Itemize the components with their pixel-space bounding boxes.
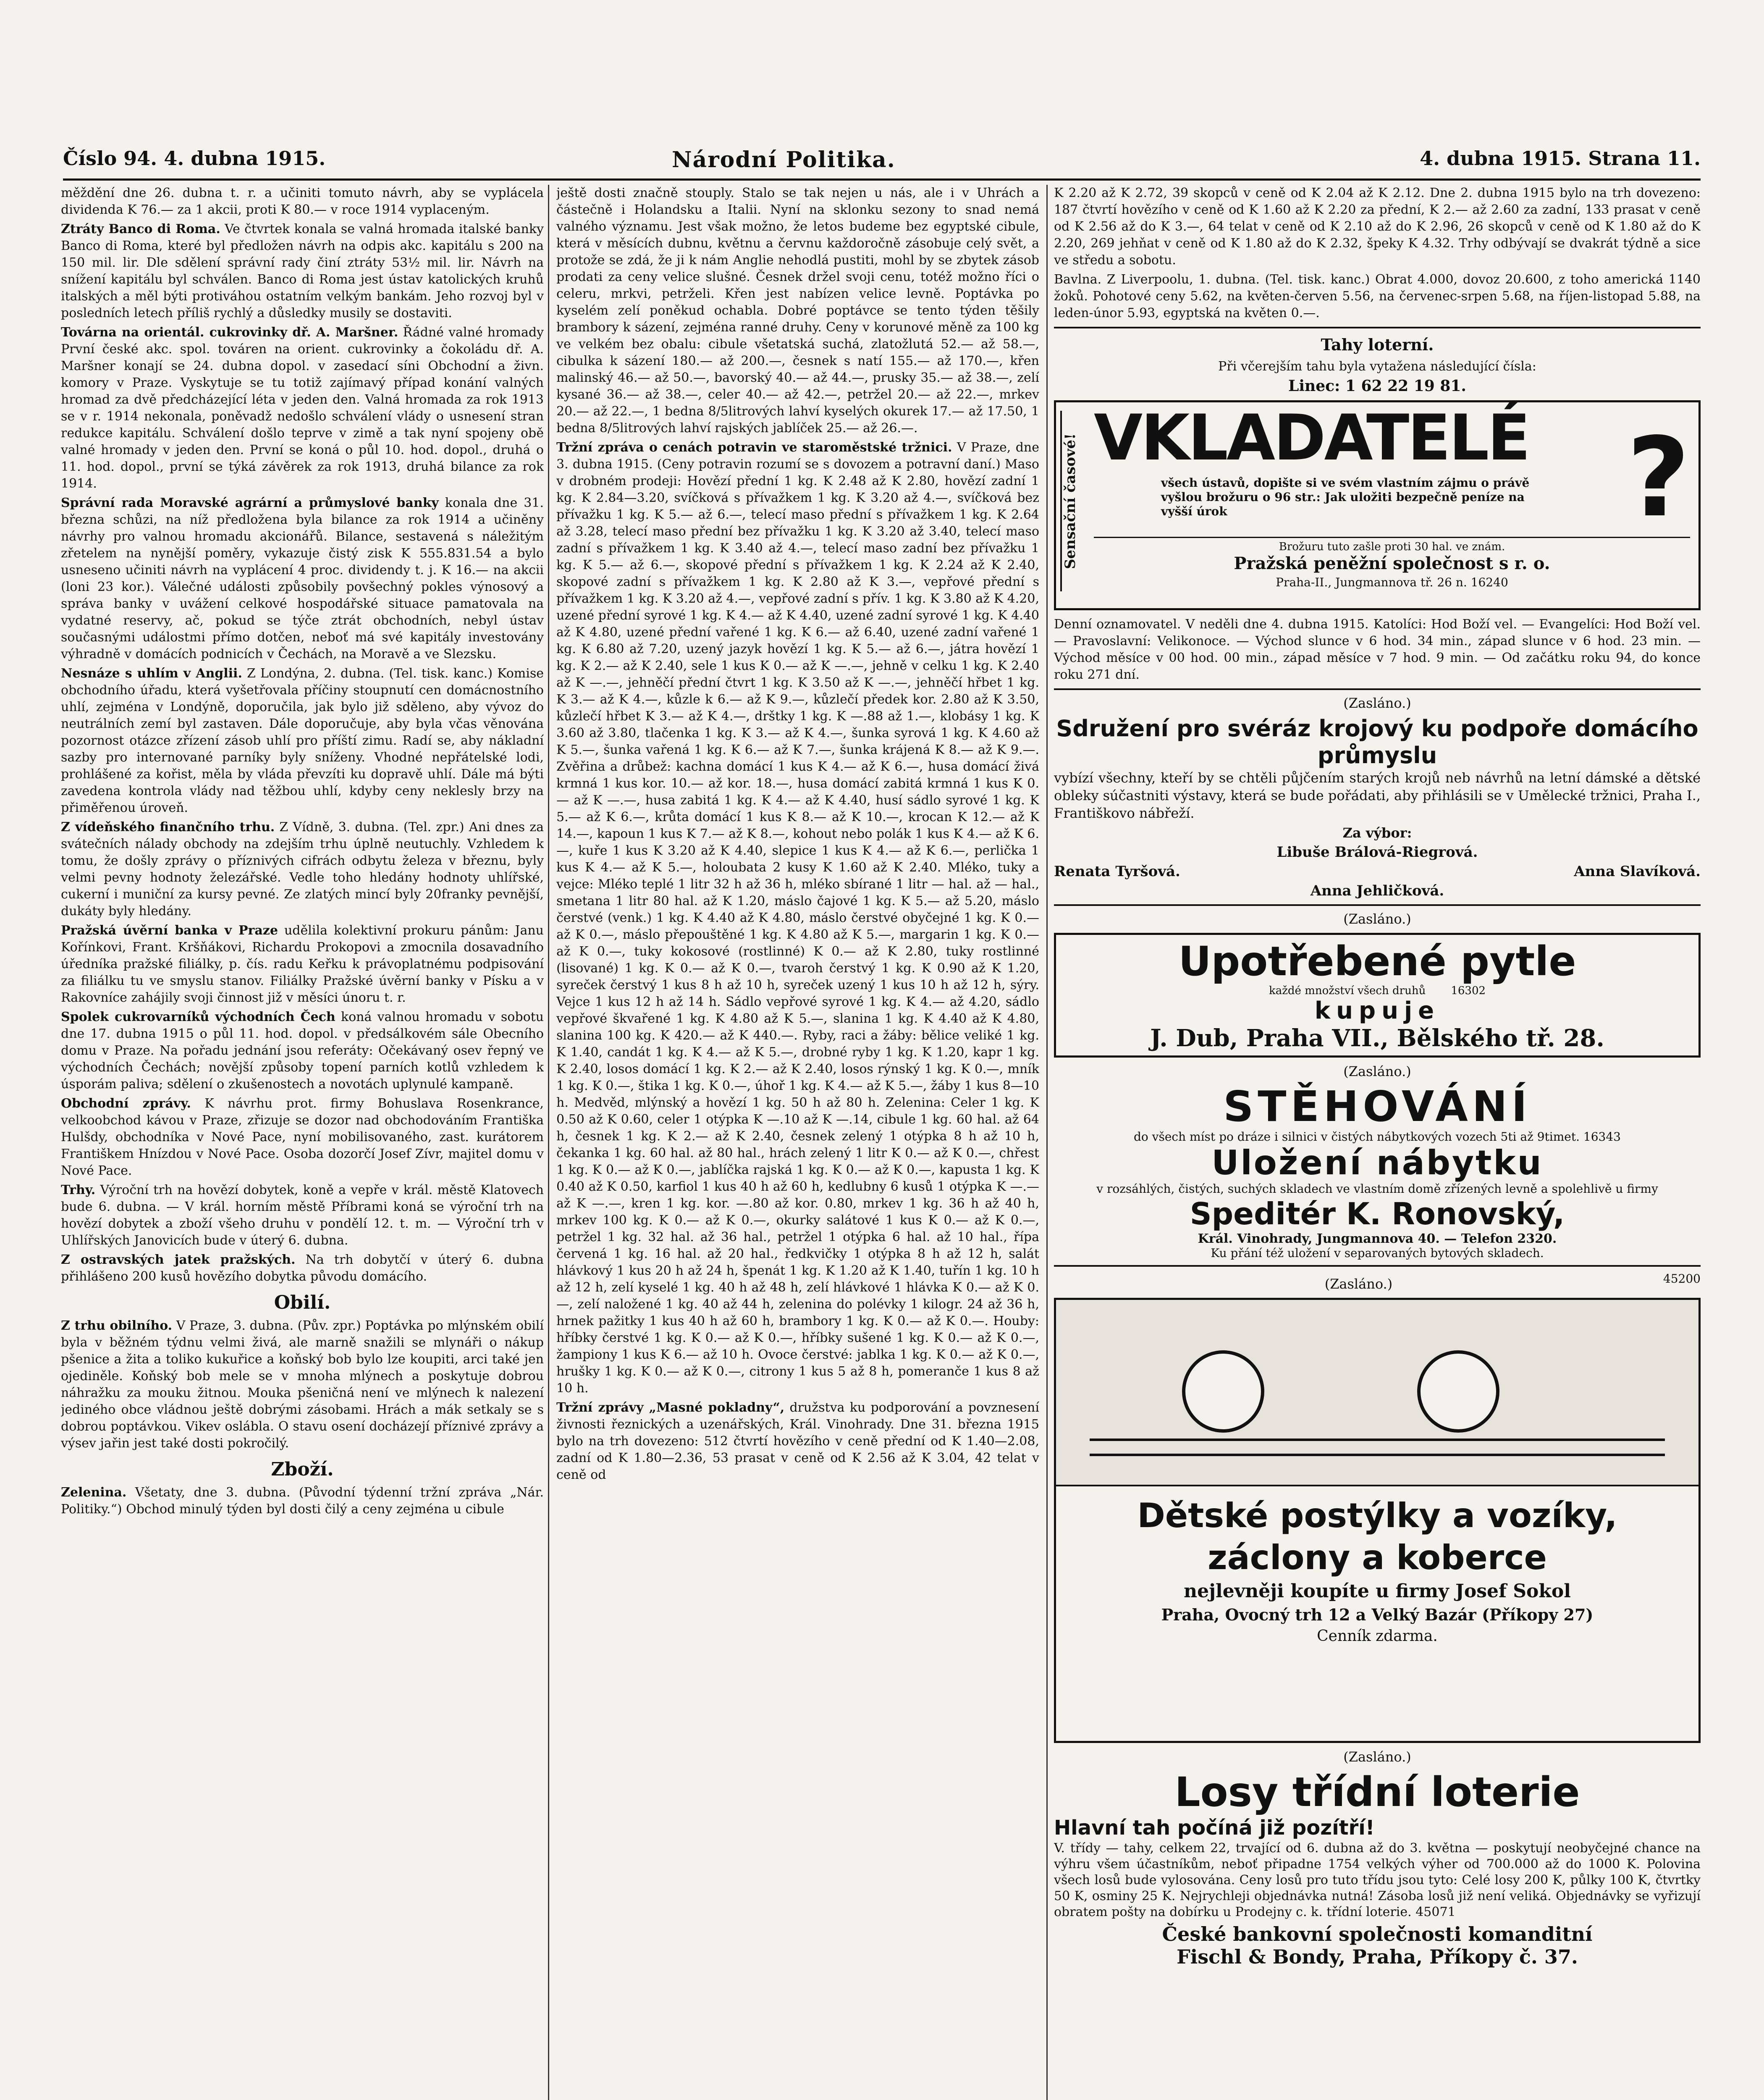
article-paragraph	[61, 819, 544, 920]
page-header	[63, 147, 1701, 176]
article-paragraph	[61, 1484, 544, 1518]
ad-stehovani-text	[1054, 1130, 1701, 1144]
article-paragraph	[61, 1252, 544, 1285]
zaslano-label: (Zasláno.)	[1343, 1063, 1411, 1079]
ad-sokol-line1: Dětské postýlky a vozíky,	[1137, 1496, 1617, 1535]
ad-losy-title: Losy třídní loterie	[1174, 1769, 1580, 1816]
column-1-goods-articles	[61, 1484, 544, 1518]
ad-losy-firm-address: Fischl & Bondy, Praha, Příkopy č. 37.	[1177, 1945, 1578, 1968]
article-heading: Spolek cukrovarníků východních Čech	[61, 1010, 336, 1024]
article-paragraph	[61, 324, 544, 492]
ad-pytle-firm: J. Dub, Praha VII., Bělského tř. 28.	[1150, 1024, 1604, 1052]
ad-vkladatele-address: Praha-II., Jungmannova tř. 26 n. 16240	[1276, 575, 1508, 589]
kroj-committee: Za výbor:	[1342, 825, 1412, 841]
ad-pytle-sub: každé množství všech druhů	[1269, 984, 1426, 997]
kroj-signatory: Libuše Brálová-Riegrová.	[1276, 844, 1478, 861]
zaslano-label: (Zasláno.)	[1324, 1276, 1393, 1292]
zaslano-label: (Zasláno.)	[1343, 911, 1411, 927]
article-heading: Pražská úvěrní banka v Praze	[61, 923, 278, 938]
divider	[1054, 688, 1701, 690]
ad-sokol-line5: Cenník zdarma.	[1317, 1628, 1438, 1645]
ad-ulozeni-text: v rozsáhlých, čistých, suchých skladech ve vlastním domě zřízených levně a spolehlivě u firmy	[1096, 1182, 1658, 1196]
divider	[1054, 904, 1701, 906]
ad-sokol	[1054, 1298, 1701, 1743]
kroj-signatory: Anna Slavíková.	[1574, 863, 1701, 880]
ad-sokol-num: 45200	[1663, 1272, 1701, 1286]
ad-vkladatele-text: všech ústavů, dopište si ve svém vlastním zájmu o právě vyšlou brožuru o 96 str.: Jak uložiti bezpečně peníze na vyšší úrok	[1161, 476, 1530, 518]
article-paragraph	[61, 1009, 544, 1093]
kroj-signatories-row	[1054, 863, 1701, 880]
zaslano-label: (Zasláno.)	[1343, 695, 1411, 711]
column-1-articles	[61, 185, 544, 1285]
article-paragraph	[61, 221, 544, 322]
ad-sokol-line3: nejlevněji koupíte u firmy Josef Sokol	[1184, 1580, 1571, 1602]
article-heading: Ztráty Banco di Roma.	[61, 222, 220, 236]
ad-losy-num: 45071	[1415, 1905, 1456, 1919]
article-text: V Praze, dne 3. dubna 1915. (Ceny potravin rozumí se s dovozem a potravní daní.) Maso v drobném prodeji: Hovězí přední 1 kg. K 2.48 až K 2.80, hovězí zadní 1 kg. K 2.84—3.20, svíčková s přívažkem 1 kg. K 3.20 až 4.—, svíčková bez přívažku 1 kg. K 5.— až 6.—, telecí maso přední s přívažkem 1 kg. K 2.64 až 3.28, telecí maso přední bez přívažku 1 kg. K 3.20 až 3.40, telecí maso zadní s přívažkem 1 kg. K 3.40 až 4.—, telecí maso zadní bez přívažku 1 kg. K 5.— až 6.—, skopové přední s přívažkem 1 kg. K 2.24 až K 2.40, skopové zadní s přívažkem 1 kg. K 2.80 až K 3.—, vepřové přední s přívažkem 1 kg. K 3.20 až 4.—, vepřové zadní s přív. 1 kg. K 3.80 až K 4.20, uzené přední syrové 1 kg. K 4.— až K 4.40, uzené zadní syrové 1 kg. K 4.40 až K 4.80, uzené přední vařené 1 kg. K 6.— až 6.40, uzené zadní vařené 1 kg. K 6.80 až 7.20, uzený jazyk hovězí 1 kg. K 5.— až 6.—, játra hovězí 1 kg. K 2.— až K 2.40, sele 1 kus K 0.— až K —.—, jehně v celku 1 kg. K 2.40 až K —.—, jehněčí přední čtvrt 1 kg. K 3.50 až K —.—, jehněčí hřbet 1 kg. K 3.— až K 4.—, kůzle k 6.— až K 9.—, kůzlečí předek kor. 2.80 až K 3.50, kůzlečí hřbet K 3.— až K 4.—, drštky 1 kg. K —.88 až 1.—, klobásy 1 kg. K 3.60 až 3.80, tlačenka 1 kg. K 3.— až K 4.—, šunka syrová 1 kg. K 4.60 až K 5.—, šunka vařená 1 kg. K 6.— až K 7.—, šunka krájená K 8.— až K 9.—. Zvěřina a drůbež: kachna domácí 1 kus K 4.— až K 6.—, husa domácí živá krmná 1 kus kor. 10.— až kor. 18.—, husa domácí zabitá krmná 1 kus K 0.— až K —.—, husa zabitá 1 kg. K 4.— až K 4.40, husí sádlo syrové 1 kg. K 5.— až K 6.—, krůta domácí 1 kus K 8.— až K 10.—, krocan K 12.— až K 14.—, kapoun 1 kus K 7.— až K 8.—, kohout nebo polák 1 kus K 4.— až K 6.—, kuře 1 kus K 3.20 až K 4.40, slepice 1 kus K 4.— až K 6.—, perlička 1 kus K 4.— až K 5.—, holoubata 2 kusy K 1.60 až K 2.40. Mléko, tuky a vejce: Mléko teplé 1 litr 32 h až 36 h, mléko sbírané 1 litr — hal. až — hal., smetana 1 litr 80 hal. až K 1.20, máslo čajové 1 kg. K 5.— až 5.20, máslo čerstvé (venk.) 1 kg. K 4.40 až K 4.80, máslo čerstvé obyčejné 1 kg. K 0.— až K 0.—, máslo přepouštěné 1 kg. K 4.80 až K 5.—, margarin 1 kg. K 0.— až K 0.—, tuky kokosové (rostlinné) K 0.— až K 2.80, tuky rostlinné (lisované) 1 kg. K 0.— až K 0.—, tvaroh čerstvý 1 kg. K 0.90 až K 1.20, syreček čerstvý 1 kus 8 h až 10 h, syreček uzený 1 kus 10 h až 12 h, sýry. Vejce 1 kus 12 h až 14 h. Sádlo vepřové syrové 1 kg. K 4.— až 4.20, sádlo vepřové škvařené 1 kg. K 4.80 až K 5.—, slanina 1 kg. K 4.40 až K 4.80, slanina 100 kg. K 420.— až K 440.—. Ryby, raci a žáby: bělice veliké 1 kg. K 1.40, candát 1 kg. K 4.— až K 5.—, drobné ryby 1 kg. K 1.20, kapr 1 kg. K 2.40, losos domácí 1 kg. K 2.— až K 2.40, losos rýnský 1 kg. K 0.—, mník 1 kg. K 0.—, štika 1 kg. K 0.—, úhoř 1 kg. K 4.— až K 5.—, žáby 1 kus 8—10 h. Medvěd, mlýnský a hovězí 1 kg. 50 h až 80 h. Zelenina: Celer 1 kg. K 0.50 až K 0.60, celer 1 otýpka K —.10 až K —.14, cibule 1 kg. 60 hal. až 64 h, česnek 1 kg. K 2.— až K 2.40, česnek zelený 1 otýpka 8 h až 10 h, čekanka 1 kg. 60 hal. až 80 hal., hrách zelený 1 litr K 0.— až K 0.—, chřest 1 kg. K 0.— až K 0.—, jablíčka rajská 1 kg. K 0.— až K 0.—, kapusta 1 kg. K 0.40 až K 0.50, karfiol 1 kus 40 h až 60 h, kedlubny 6 kusů 1 otýpka K —.— až K —.—, kren 1 kg. kor. —.80 až kor. 0.80, mrkev 1 kg. 36 h až 40 h, mrkev 100 kg. K 0.— až K 0.—, okurky salátové 1 kus K 0.— až K 0.—, petržel 1 kg. 32 hal. až 36 hal., petržel 1 otýpka 6 hal. až 10 hal., řípa červená 1 kg. 16 hal. až 20 hal., ředkvičky 1 otýpka 8 h až 12 h, salát hlávkový 1 kus 20 h až 24 h, špenát 1 kg. K 1.20 až K 1.40, tuřín 1 kg. 10 h až 12 h, zelí kyselé 1 kg. 40 h až 48 h, zelí hlávkové 1 hlávka K 0.— až K 0.—, zelí naložené 1 kg. 40 až 44 h, zelenina do polévky 1 kilogr. 24 až 36 h, hrnek pažitky 1 kus 40 h až 60 h, brambory 1 kg. K 0.— až K 0.—. Houby: hříbky čerstvé 1 kg. K 0.— až K 0.—, hříbky sušené 1 kg. K 0.— až K 0.—, žampiony 1 kus K 6.— až 10 h. Ovoce čerstvé: jablka 1 kg. K 0.— až K 0.—, hrušky 1 kg. K 0.— až K 0.—, citrony 1 kus 5 až 8 h, pomeranče 1 kus 8 až 10 h.	[556, 440, 1039, 1396]
ad-losy-body: V. třídy — tahy, celkem 22, trvající od 6. dubna až do 3. května — poskytují neobyčejné chance na výhru všem účastníkům, neboť připadne 1754 velkých výher od 700.000 až do 1000 K. Polovina všech losů bude vylosována. Ceny losů pro tuto třídu jsou tyto: Celé losy 200 K, půlky 100 K, čtvrtky 50 K, osminy 25 K. Nejrychleji objednávka nutná! Zásoba losů již není veliká. Objednávky se vyřizují obratem pošty na dobírku u Prodejny c. k. třídní loterie.	[1054, 1841, 1701, 1919]
ad-losy-text	[1054, 1840, 1701, 1920]
market-report-continued: K 2.20 až K 2.72, 39 skopců v ceně od K 2.04 až K 2.12. Dne 2. dubna 1915 bylo na trh dovezeno: 187 čtvrtí hovězího v ceně od K 1.60 až K 2.20 za přední, K 2.— až 2.60 za zadní, 133 prasat v ceně od K 2.56 až do K 3.—, 64 telat v ceně od K 2.10 až do K 2.96, 26 skopců v ceně od K 1.80 až do K 2.20, 269 jehňat v ceně od K 1.80 až do K 2.32, špeky K 4.32. Trhy odbývají se dvakrát týdně a sice ve středu a sobotu.	[1054, 186, 1701, 268]
article-text: K návrhu prot. firmy Bohuslava Rosenkrance, velkoobchod kávou v Praze, zřizuje se dozor nad obchodováním Františka Hulšdy, obchodníka v Nové Pace, nyní mobilisovaného, zast. kurátorem Františkem Hnízdou v Nové Pace. Osoba dozorčí Josef Zívr, majitel domu v Nové Pace.	[61, 1096, 544, 1178]
section-title-obili: Obilí.	[274, 1292, 331, 1313]
column-divider	[548, 185, 549, 2100]
lottery-result	[1054, 378, 1701, 394]
article-text: měždění dne 26. dubna t. r. a učiniti tomuto návrh, aby se vyplácela dividenda K 76.— za 1 akcii, proti K 80.— v roce 1914 vyplaceným.	[61, 186, 544, 217]
lottery-numbers: 1 62 22 19 81.	[1345, 377, 1466, 395]
ad-speditor-note: Ku přání též uložení v separovaných bytových skladech.	[1211, 1246, 1544, 1260]
header-date-page: 4. dubna 1915. Strana 11.	[1420, 147, 1701, 170]
ad-question-mark: ?	[1627, 415, 1690, 541]
ad-side-label: Sensační časové!	[1060, 411, 1087, 591]
daily-notices: Denní oznamovatel. V neděli dne 4. dubna 1915. Katolíci: Hod Boží vel. — Evangelíci: Hod Boží vel. — Pravoslavní: Velikonoce. — Východ slunce v 6 hod. 34 min., západ slunce v 6 hod. 23 min. — Východ měsíce v 00 hod. 00 min., západ měsíce v 7 hod. 9 min. — Od začátku roku 94, do konce roku 271 dní.	[1054, 617, 1701, 682]
article-text: Všetaty, dne 3. dubna. (Původní týdenní tržní zpráva „Nár. Politiky.“) Obchod minulý týden byl dosti čilý a ceny zejména u cibule	[61, 1485, 544, 1517]
column-3	[1054, 185, 1701, 2100]
column-2	[556, 185, 1039, 2100]
article-text: Řádné valné hromady První české akc. spol. továren na orient. cukrovinky a čokoládu dř. A. Maršner konají se 24. dubna dopol. v zasedací síni Obchodní a živn. komory v Praze. Vyskytuje se tu totiž zajímavý případ konání valných hromad za dvě předcházející léta v jeden den. Valná hromada za rok 1913 se v r. 1914 nekonala, poněvadž nedošlo schválení vlády o usnesení stran redukce kapitálu. Schválení došlo teprve v zimě a tak nyní spojeny obě valné hromady v jeden den. První se koná o půl 10. hod. dopol., druhá o 11. hod. dopol., první se týká závěrek za rok 1913, druhá bilance za rok 1914.	[61, 325, 544, 491]
article-text: V Praze, 3. dubna. (Pův. zpr.) Poptávka po mlýnském obilí byla v běžném týdnu velmi živá, ale marně snažili se mlynáři o nákup pšenice a žita a toliko kukuřice a koňský bob bylo lze koupiti, arci také jen ojediněle. Koňský bob mele se v mnoha mlýnech a poskytuje dobrou náhražku za mouku žitnou. Mouka pšeničná není ve mlýnech k nalezení jediného obce vládnou ještě dobrými zásobami. Hrách a mák setkaly se s dobrou poptávkou. Vikev oslábla. O stavu osení docházejí příznivé zprávy a výsev jařin jest také dosti pokročilý.	[61, 1318, 544, 1451]
kroj-title: Sdružení pro svéráz krojový ku podpoře domácího průmyslu	[1056, 715, 1698, 769]
ad-losy-subtitle: Hlavní tah počíná již pozítří!	[1054, 1816, 1375, 1840]
article-paragraph	[556, 439, 1039, 1397]
article-heading: Tržní zprávy „Masné pokladny“,	[556, 1400, 785, 1415]
ad-speditor-address: Král. Vinohrady, Jungmannova 40. — Telefon 2320.	[1198, 1231, 1557, 1246]
ad-losy-firm: České bankovní společnosti komanditní	[1162, 1923, 1593, 1945]
article-paragraph	[61, 185, 544, 218]
article-text: koná valnou hromadu v sobotu dne 17. dubna 1915 o půl 11. hod. dopol. v předsálkovém sále Obecního domu v Praze. Na pořadu jednání jsou referáty: Očekávaný osev řepný ve východních Čechách; novější způsoby topení parních kotlů vzhledem k úsporám paliva; sdělení o zkušenostech a novotách uplynulé kampaně.	[61, 1010, 544, 1092]
ad-pytle-sub-row	[1059, 984, 1695, 997]
article-text: Výroční trh na hovězí dobytek, koně a vepře v král. městě Klatovech bude 6. dubna. — V král. horním městě Příbrami koná se výroční trh na hovězí dobytek a zboží všeho druhu v pondělí 12. t. m. — Výroční trh v Uhlířských Janovicích bude v úterý 6. dubna.	[61, 1183, 544, 1248]
ad-pytle	[1054, 933, 1701, 1058]
kroj-text: vybízí všechny, kteří by se chtěli půjčením starých krojů neb návrhů na letní dámské a dětské obleky súčastniti výstavy, která se bude pořádati, aby přihlásili se v Umělecké tržnici, Praha I., Františkovo nábřeží.	[1054, 770, 1701, 821]
article-paragraph	[61, 665, 544, 816]
ad-losy	[1054, 1769, 1701, 1968]
column-2-articles	[556, 185, 1039, 1483]
header-masthead: Národní Politika.	[672, 147, 896, 173]
article-heading: Tržní zpráva o cenách potravin ve staroměstské tržnici.	[556, 440, 952, 455]
child-face-drawing	[1417, 1350, 1499, 1433]
ad-stehovani-desc: do všech míst po dráze i silnici v čistých nábytkových vozech 5ti až 9timet.	[1133, 1130, 1580, 1144]
article-paragraph	[61, 1095, 544, 1179]
ad-sokol-line4: Praha, Ovocný trh 12 a Velký Bazár (Příkopy 27)	[1161, 1605, 1594, 1624]
section-title-zbozi: Zboží.	[271, 1459, 334, 1480]
ad-stehovani-num: 16343	[1583, 1130, 1621, 1144]
article-heading: Nesnáze s uhlím v Anglii.	[61, 666, 242, 681]
article-heading: Správní rada Moravské agrární a průmyslové banky	[61, 496, 439, 510]
zaslano-label: (Zasláno.)	[1343, 1749, 1411, 1765]
divider	[1054, 327, 1701, 328]
article-paragraph	[556, 1399, 1039, 1483]
ad-pytle-num: 16302	[1451, 984, 1486, 997]
column-divider	[1046, 185, 1048, 2100]
ad-vkladatele	[1054, 400, 1701, 610]
ad-vkladatele-firm: Pražská peněžní společnost s r. o.	[1234, 554, 1550, 573]
column-1-grain-articles	[61, 1318, 544, 1452]
child-face-drawing	[1182, 1350, 1264, 1433]
cotton-report: Bavlna. Z Liverpoolu, 1. dubna. (Tel. tisk. kanc.) Obrat 4.000, dovoz 20.600, z toho americká 1140 žoků. Pohotové ceny 5.62, na květen-červen 5.56, na červenec-srpen 5.68, na říjen-listopad 5.88, na leden-únor 5.93, egyptská na květen 0.—.	[1054, 272, 1701, 320]
ad-stehovani-title: STĚHOVÁNÍ	[1223, 1082, 1531, 1131]
divider	[1054, 1265, 1701, 1267]
article-text: ještě dosti značně stouply. Stalo se tak nejen u nás, ale i v Uhrách a částečně i Holandsku a Italii. Nyní na sklonku sezony to snad nemá valného významu. Jest však možno, že letos budeme bez egyptské cibule, která v měsících dubnu, květnu a červnu každoročně zásobuje celý svět, a protože se zdá, že ji k nám Anglie nehodlá pustiti, mohl by se zbytek zásob prodati za ceny velice slušné. Česnek držel svoji cenu, totéž možno říci o celeru, mrkvi, petrželi. Křen jest nabízen velice levně. Poptávka po kyselém zelí poněkud ochabla. Dobré poptávce se tento týden těšily brambory k sázení, zejména ranné druhy. Ceny v korunové měně za 100 kg ve velkém bez obalu: cibule všetatská suchá, zlatožlutá 52.— až 58.—, cibulka k sázení 180.— až 200.—, česnek s natí 155.— až 170.—, křen malinský 46.— až 50.—, bavorský 40.— až 44.—, prusky 35.— až 38.—, zelí kysané 36.— až 38.—, celer 40.— až 42.—, petržel 20.— až 22.—, mrkev 20.— až 22.—, 1 bedna 8/5litrových lahví kyselých okurek 17.— až 17.50, 1 bedna 8/5litrových lahví rajských jablíček 25.— až 26.—.	[556, 186, 1039, 436]
article-text: družstva ku podporování a povznesení živnosti řeznických a uzenářských, Král. Vinohrady. Dne 31. března 1915 bylo na trh dovezeno: 512 čtvrtí hovězího v ceně přední od K 1.40—2.08, zadní od K 1.80—2.36, 53 prasat v ceně od K 2.56 až K 3.04, 42 telat v ceně od	[556, 1400, 1039, 1482]
ad-vkladatele-price: Brožuru tuto zašle proti 30 hal. ve znám.	[1094, 537, 1690, 553]
article-heading: Továrna na orientál. cukrovinky dř. A. Maršner.	[61, 325, 398, 340]
kroj-signatory: Anna Jehličková.	[1310, 882, 1444, 899]
ad-pytle-kupuje: kupuje	[1314, 997, 1440, 1024]
header-issue: Číslo 94. 4. dubna 1915.	[63, 147, 326, 170]
article-paragraph	[61, 495, 544, 663]
article-text: Na trh dobytčí v úterý 6. dubna přihlášeno 200 kusů hovězího dobytka původu domácího.	[61, 1252, 544, 1284]
ad-vkladatele-title: VKLADATELÉ	[1094, 402, 1529, 475]
lottery-intro: Při včerejším tahu byla vytažena následující čísla:	[1218, 359, 1536, 374]
article-text: udělila kolektivní prokuru pánům: Janu Kořínkovi, Frant. Kršňákovi, Richardu Prokopovi a zmocnila dosavadního úředníka pražské filiálky, p. čís. radu Keřku k právoplatnému podpisování za filiálku tu ve smyslu stanov. Filiálky Pražské úvěrní banky v Písku a v Rakovníce zahájily svoji činnost již v měsíci únoru t. r.	[61, 923, 544, 1005]
article-text: Z Londýna, 2. dubna. (Tel. tisk. kanc.) Komise obchodního úřadu, která vyšetřovala příčiny stoupnutí cen domácnostního uhlí, zejména v Londýně, doporučila, jak bylo již sděleno, aby vývoz do neutrálních zemí byl zastaven. Dále doporučuje, aby byla včas věnována pozornost otázce zřízení zásob uhlí pro příští zimu. Radí se, aby nákladní sazby pro internované parníky byly sníženy. Vhodné nepřátelské lodi, prohlášené za kořist, měla by vláda převzíti ku dopravě uhlí. Dále má býti zavedena kontrola vlády nad těžbou uhlí, kdyby ceny neklesly brzy na přiměřenou úroveň.	[61, 666, 544, 815]
lottery-city: Linec:	[1288, 377, 1340, 395]
ad-sokol-illustration	[1056, 1300, 1698, 1486]
article-paragraph	[556, 185, 1039, 437]
article-text: konala dne 31. března schůzi, na níž předložena byla bilance za rok 1914 a učiněny návrhy pro valnou hromadu akcionářů. Bilance, sestavená s náležitým zřetelem na nynější poměry, vykazuje čistý zisk K 555.831.54 a bylo usneseno učiniti návrh na vyplácení 4 proc. dividendy t. j. K 16.— na akcii (loni 23 kor.). Válečné události způsobily povšechný pokles výnosový a správa banky v uvážení celkové hospodářské situace pamatovala na vydatné reservy, ač, pokud se týče ztrát obchodních, nebyl ústav současnými událostmi přímo dotčen, neboť má své kapitály investovány výhradně v domácích podnicích v Čechách, na Moravě a ve Slezsku.	[61, 496, 544, 662]
crib-rail-drawing	[1090, 1438, 1665, 1456]
article-paragraph	[61, 1182, 544, 1249]
article-heading: Z ostravských jatek pražských.	[61, 1252, 296, 1267]
article-heading: Obchodní zprávy.	[61, 1096, 191, 1111]
article-heading: Z trhu obilního.	[61, 1318, 173, 1333]
ad-pytle-title: Upotřebené pytle	[1178, 938, 1576, 985]
article-paragraph	[61, 922, 544, 1006]
ad-speditor-title: Speditér K. Ronovský,	[1190, 1196, 1565, 1231]
ad-stehovani	[1054, 1084, 1701, 1260]
article-heading: Trhy.	[61, 1183, 96, 1197]
lottery-heading: Tahy loterní.	[1321, 335, 1434, 354]
ad-ulozeni-title: Uložení nábytku	[1211, 1143, 1543, 1182]
article-heading: Zelenina.	[61, 1485, 127, 1500]
kroj-signatory: Renata Tyršová.	[1054, 863, 1180, 880]
ad-sokol-line2: záclony a koberce	[1208, 1538, 1547, 1577]
article-paragraph	[61, 1318, 544, 1452]
article-text: Z Vídně, 3. dubna. (Tel. zpr.) Ani dnes za svátečních nálady obchody na zdejším trhu úplně neutuchly. Vzhledem k tomu, že došly zprávy o příznivých cifrách odbytu železa v březnu, byly velmi pevny hodnoty železářské. Vedle toho hledány hodnoty uhlířské, cukerní i muniční za kursy pevné. Ze zlatých mincí byly 20franky pevnější, dukáty byly hledány.	[61, 820, 544, 919]
header-rule	[63, 178, 1701, 181]
column-1	[61, 185, 544, 2100]
zaslano-row	[1054, 1272, 1701, 1296]
article-text: Ve čtvrtek konala se valná hromada italské banky Banco di Roma, které byl předložen návrh na odpis akc. kapitálu s 200 na 150 mil. lir. Dle sdělení správní rady činí ztráty 53½ mil. lir. Návrh na snížení kapitálu byl schválen. Banco di Roma jest ústav katolických kruhů italských a měl býti protiváhou ostatním velkým bankám. Jeho rozvoj byl v posledních letech příliš rychlý a důsledky musily se dostaviti.	[61, 222, 544, 320]
article-heading: Z vídeňského finančního trhu.	[61, 820, 275, 835]
